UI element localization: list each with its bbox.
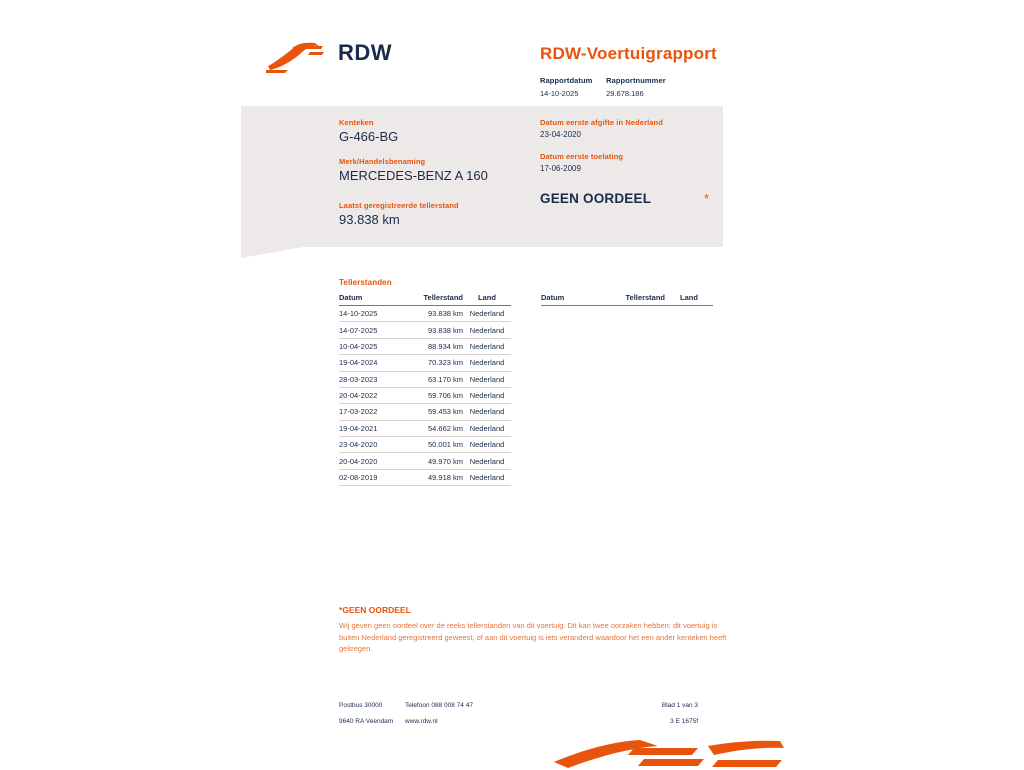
- footnote-section: [339, 605, 729, 655]
- cell-datum: 10-04-2025: [339, 338, 401, 354]
- footer-page-number: Blad 1 van 3: [661, 702, 698, 709]
- last-reading-value: 93.838 km: [339, 212, 400, 227]
- readings-title: Tellerstanden: [339, 278, 392, 287]
- col-land: Land: [665, 293, 713, 306]
- cell-tellerstand: 50.001 km: [401, 437, 463, 453]
- make-block: [339, 157, 529, 183]
- footnote-title: [339, 605, 729, 615]
- table-row: [339, 322, 511, 338]
- cell-land: Nederland: [463, 322, 511, 338]
- cell-tellerstand: 93.838 km: [401, 322, 463, 338]
- cell-land: Nederland: [463, 338, 511, 354]
- cell-tellerstand: 54.662 km: [401, 420, 463, 436]
- cell-land: Nederland: [463, 453, 511, 469]
- cell-land: Nederland: [463, 306, 511, 322]
- odometer-readings-section: [339, 278, 724, 486]
- report-number-value: 29.678.186: [606, 89, 644, 98]
- cell-tellerstand: 93.838 km: [401, 306, 463, 322]
- first-admission-block: [540, 152, 715, 173]
- col-tellerstand: Tellerstand: [603, 293, 665, 306]
- readings-body: [339, 306, 511, 486]
- table-row: [339, 338, 511, 354]
- report-date-value: 14-10-2025: [540, 89, 579, 98]
- cell-land: Nederland: [463, 387, 511, 403]
- bottom-watermark-logo-icon: [548, 738, 788, 770]
- cell-datum: 23-04-2020: [339, 437, 401, 453]
- footnote-text: Wij geven geen oordeel over de reeks tellerstanden van dit voertuig. Dit kan twee oorzaken hebben: dit voertuig is buiten Nederland geregistreerd geweest, of aan dit voertuig is iets veranderd waardoor het een ander kenteken heeft gekregen.: [339, 621, 727, 654]
- cell-tellerstand: 63.170 km: [401, 371, 463, 387]
- footer-phone: Telefoon 088 008 74 47: [405, 702, 473, 709]
- report-meta: [540, 76, 940, 98]
- table-row: [339, 306, 511, 322]
- rdw-logo-icon: [266, 40, 326, 74]
- vehicle-summary-panel: [241, 106, 723, 247]
- table-row: [339, 371, 511, 387]
- cell-land: Nederland: [463, 355, 511, 371]
- readings-table-left: [339, 293, 511, 486]
- make-label: Merk/Handelsbenaming: [339, 157, 426, 166]
- table-row: [339, 387, 511, 403]
- panel-corner-notch: [241, 247, 303, 258]
- footnote-title-text: GEEN OORDEEL: [342, 605, 411, 615]
- first-admission-label: Datum eerste toelating: [540, 152, 624, 161]
- first-issue-value: 23-04-2020: [540, 130, 581, 139]
- first-admission-value: 17-06-2009: [540, 164, 581, 173]
- cell-datum: 14-07-2025: [339, 322, 401, 338]
- make-value: MERCEDES-BENZ A 160: [339, 168, 488, 183]
- verdict-text: GEEN OORDEEL: [540, 191, 652, 206]
- cell-tellerstand: 49.970 km: [401, 453, 463, 469]
- cell-land: Nederland: [463, 469, 511, 485]
- cell-land: Nederland: [463, 404, 511, 420]
- first-issue-label: Datum eerste afgifte in Nederland: [540, 118, 663, 127]
- cell-datum: 14-10-2025: [339, 306, 401, 322]
- cell-tellerstand: 59.706 km: [401, 387, 463, 403]
- table-row: [339, 420, 511, 436]
- cell-tellerstand: 70.323 km: [401, 355, 463, 371]
- last-reading-block: [339, 201, 529, 227]
- readings-tables: [339, 293, 724, 486]
- table-row: [339, 469, 511, 485]
- readings-table-right: [541, 293, 713, 306]
- report-number-label: Rapportnummer: [606, 76, 666, 85]
- table-header-row: [541, 293, 713, 306]
- cell-datum: 20-04-2022: [339, 387, 401, 403]
- document-header: [0, 18, 1024, 98]
- footer-form-code: 3 E 1675f: [670, 718, 698, 725]
- first-issue-block: [540, 118, 715, 139]
- table-row: [339, 453, 511, 469]
- report-date-label: Rapportdatum: [540, 76, 593, 85]
- summary-left-column: [339, 118, 529, 240]
- cell-datum: 20-04-2020: [339, 453, 401, 469]
- footer-website[interactable]: www.rdw.nl: [405, 718, 438, 725]
- cell-datum: 17-03-2022: [339, 404, 401, 420]
- cell-tellerstand: 88.934 km: [401, 338, 463, 354]
- table-row: [339, 355, 511, 371]
- report-number-block: [606, 76, 666, 98]
- cell-datum: 28-03-2023: [339, 371, 401, 387]
- summary-right-column: [540, 118, 715, 186]
- table-header-row: [339, 293, 511, 306]
- col-tellerstand: Tellerstand: [401, 293, 463, 306]
- cell-datum: 19-04-2021: [339, 420, 401, 436]
- cell-land: Nederland: [463, 420, 511, 436]
- report-date-block: [540, 76, 604, 98]
- table-row: [339, 404, 511, 420]
- readings-right-wrap: [541, 293, 721, 306]
- cell-datum: 19-04-2024: [339, 355, 401, 371]
- col-datum: Datum: [541, 293, 603, 306]
- col-datum: Datum: [339, 293, 401, 306]
- footer-pobox: Postbus 30000: [339, 702, 383, 709]
- last-reading-label: Laatst geregistreerde tellerstand: [339, 201, 459, 210]
- cell-land: Nederland: [463, 371, 511, 387]
- footnote-star: *: [339, 605, 343, 615]
- cell-land: Nederland: [463, 437, 511, 453]
- col-land: Land: [463, 293, 511, 306]
- table-row: [339, 437, 511, 453]
- cell-tellerstand: 49.918 km: [401, 469, 463, 485]
- cell-tellerstand: 59.453 km: [401, 404, 463, 420]
- verdict-star-marker: *: [704, 191, 710, 206]
- cell-datum: 02-08-2019: [339, 469, 401, 485]
- licence-block: [339, 118, 529, 144]
- brand-title: RDW: [338, 40, 393, 65]
- report-title: RDW-Voertuigrapport: [540, 44, 717, 63]
- licence-value: G-466-BG: [339, 129, 399, 144]
- licence-label: Kenteken: [339, 118, 374, 127]
- footer-city: 9640 RA Veendam: [339, 718, 394, 725]
